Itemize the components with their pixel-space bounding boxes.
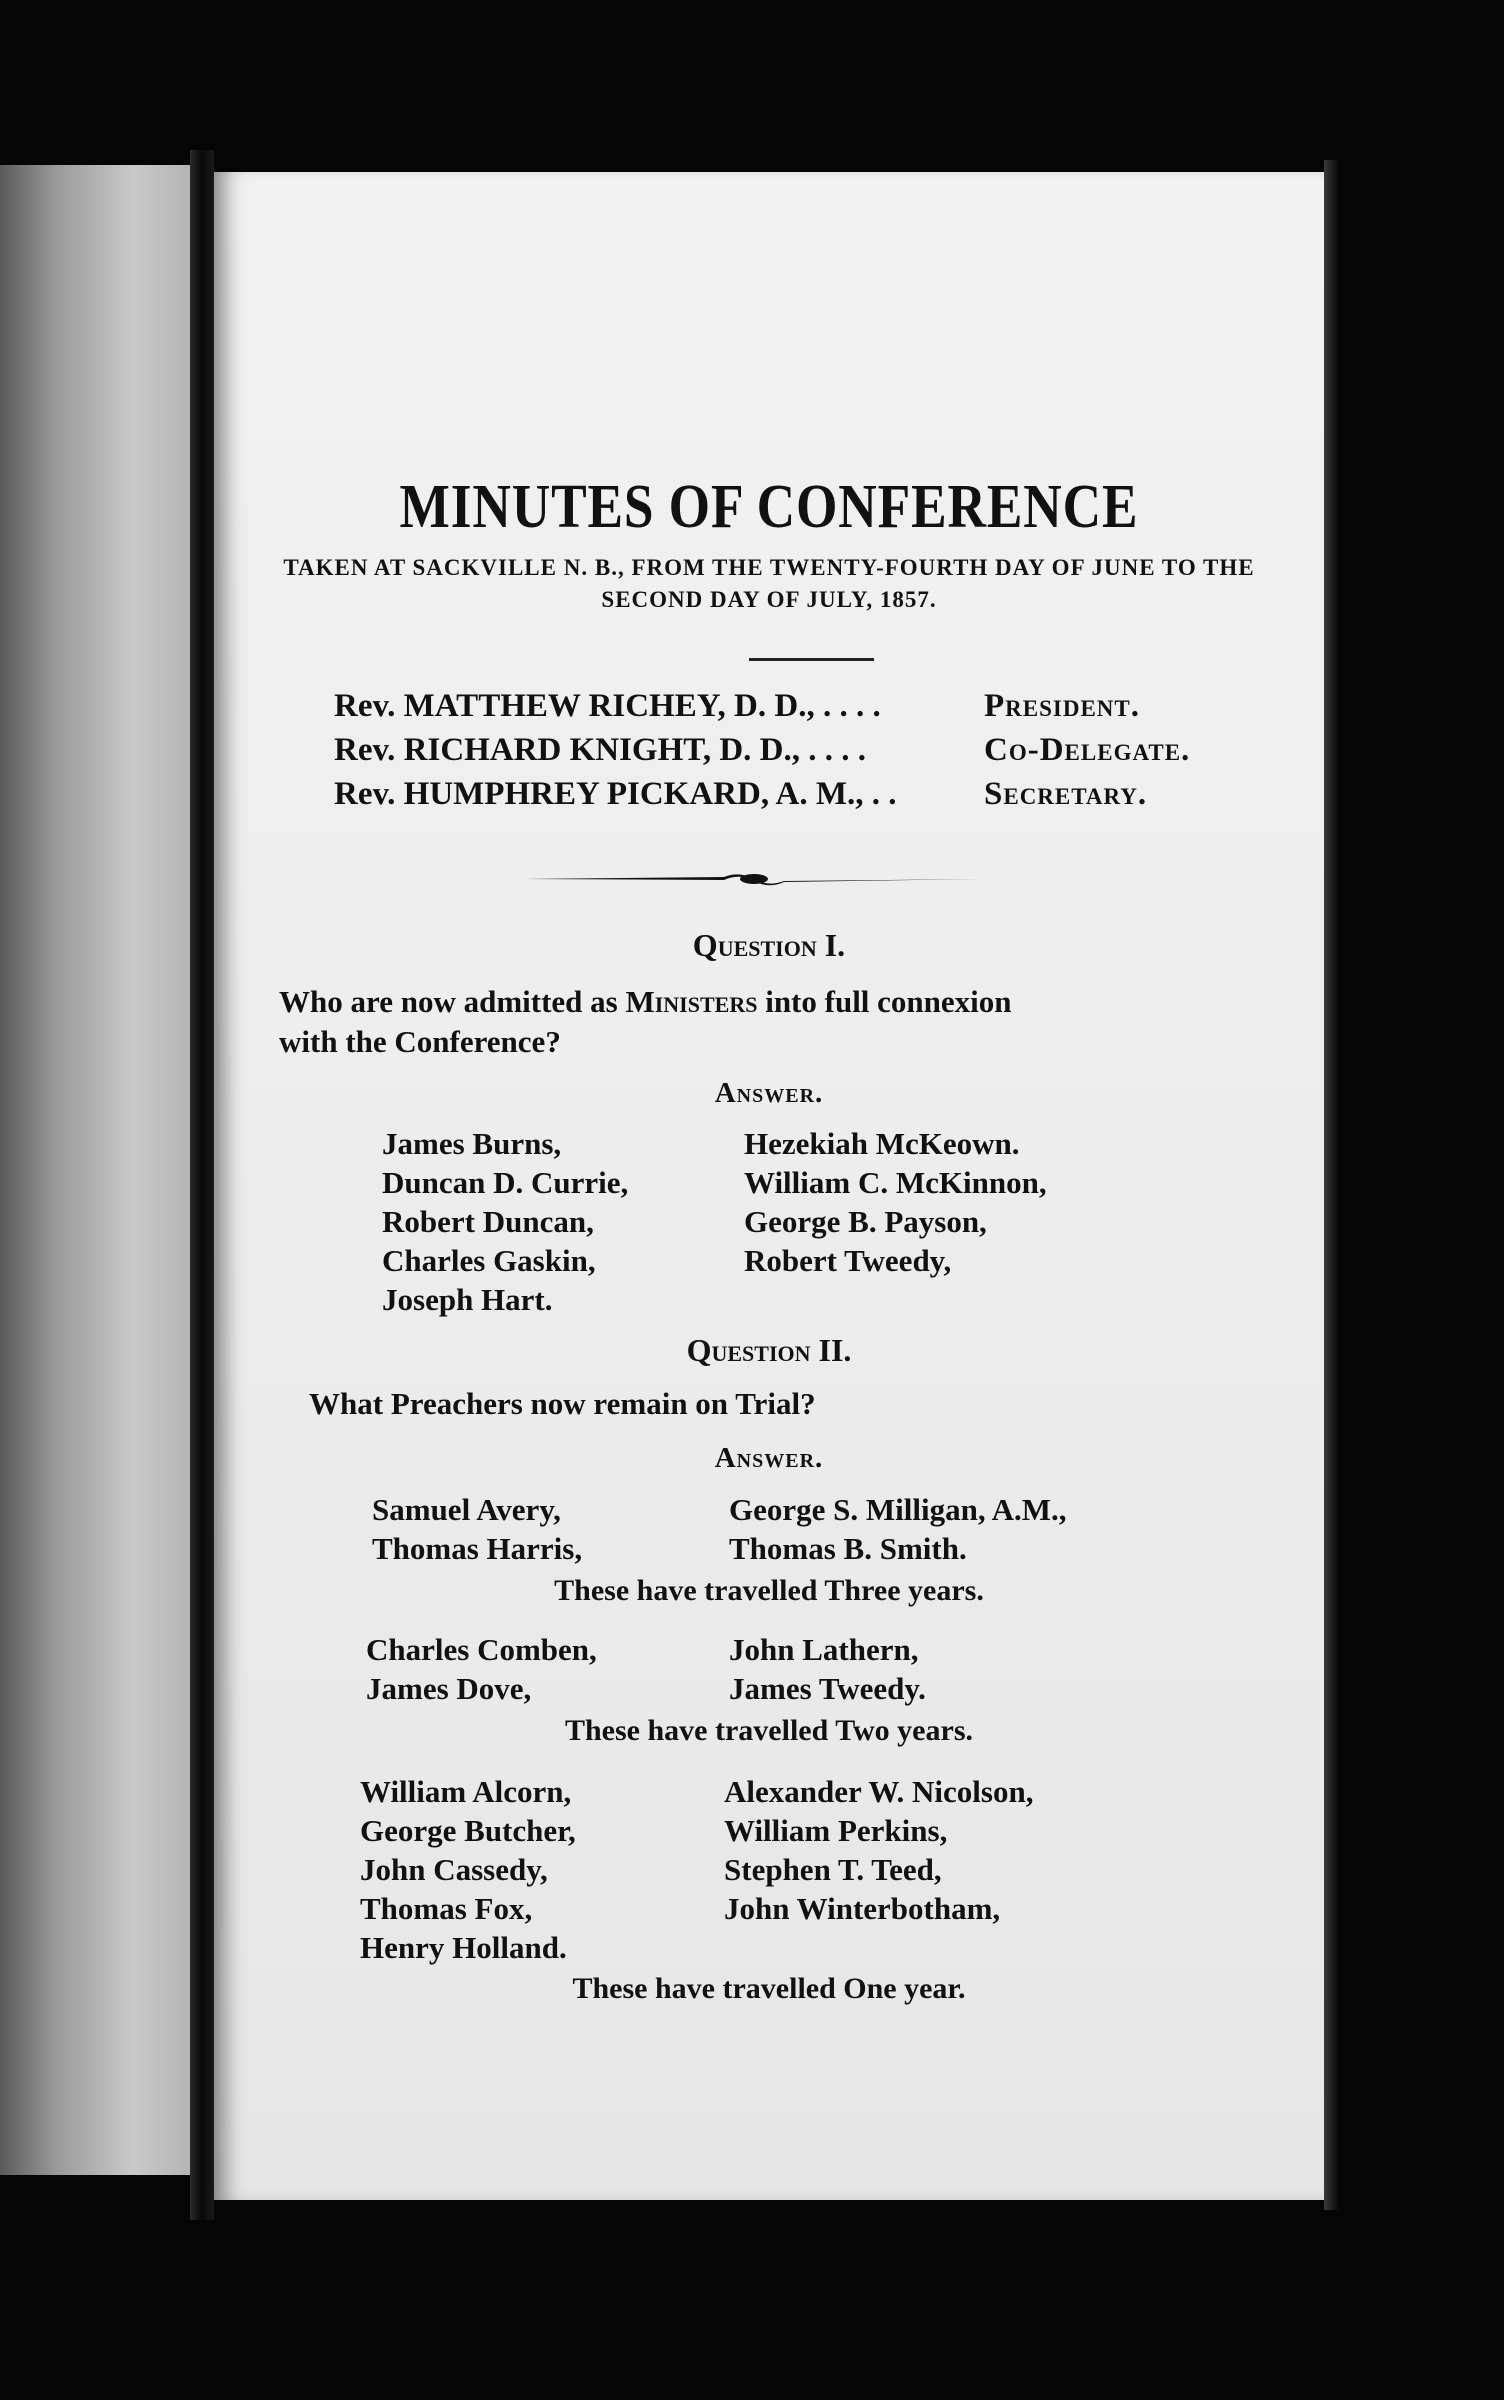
ornamental-rule bbox=[524, 867, 984, 891]
officer-name: Rev. HUMPHREY PICKARD, A. M., . . bbox=[334, 776, 897, 812]
preacher-name: George S. Milligan, A.M., bbox=[729, 1492, 1067, 1527]
officers-list bbox=[334, 684, 1191, 816]
minister-name: Duncan D. Currie, bbox=[382, 1165, 629, 1200]
page-right-edge bbox=[1324, 160, 1338, 2210]
officer-row bbox=[334, 684, 1141, 728]
preacher-name: James Tweedy. bbox=[729, 1671, 926, 1706]
preacher-name: James Dove, bbox=[366, 1671, 532, 1706]
name-column-right bbox=[729, 1490, 1067, 1568]
officer-name: Rev. MATTHEW RICHEY, D. D., . . . . bbox=[334, 688, 881, 724]
preacher-name: Charles Comben, bbox=[366, 1632, 597, 1667]
preacher-name: Thomas Fox, bbox=[360, 1891, 533, 1926]
preacher-name: John Lathern, bbox=[729, 1632, 919, 1667]
preacher-name: Samuel Avery, bbox=[372, 1492, 561, 1527]
question-1-text bbox=[279, 982, 1012, 1022]
minister-name: James Burns, bbox=[382, 1126, 562, 1161]
preacher-name: Alexander W. Nicolson, bbox=[724, 1774, 1034, 1809]
preacher-name: Thomas B. Smith. bbox=[729, 1531, 967, 1566]
preacher-name: Thomas Harris, bbox=[372, 1531, 583, 1566]
travel-note: These have travelled Two years. bbox=[564, 1714, 973, 1747]
preacher-name: Henry Holland. bbox=[360, 1930, 567, 1965]
minister-name: George B. Payson, bbox=[744, 1204, 987, 1239]
question-2-heading: Question II. bbox=[686, 1332, 852, 1368]
officer-row bbox=[334, 728, 1191, 772]
name-column-left bbox=[360, 1772, 576, 1967]
divider-rule bbox=[749, 658, 874, 661]
minister-name: Hezekiah McKeown. bbox=[744, 1126, 1020, 1161]
name-column-left bbox=[366, 1630, 597, 1708]
preacher-name: Stephen T. Teed, bbox=[724, 1852, 942, 1887]
officer-title: Co-Delegate. bbox=[984, 732, 1191, 768]
page-subtitle: TAKEN AT SACKVILLE N. B., FROM THE TWENTY-FOURTH DAY OF JUNE TO THE SECOND DAY OF JULY, 1857. bbox=[283, 555, 1255, 612]
question-1-text-part: into full connexion bbox=[757, 984, 1012, 1019]
preacher-name: John Winterbotham, bbox=[724, 1891, 1001, 1926]
officer-name: Rev. RICHARD KNIGHT, D. D., . . . . bbox=[334, 732, 866, 768]
book-gutter bbox=[190, 150, 214, 2220]
preacher-name: William Alcorn, bbox=[360, 1774, 572, 1809]
travel-note: These have travelled One year. bbox=[572, 1972, 966, 2005]
preacher-name: John Cassedy, bbox=[360, 1852, 548, 1887]
answer-label: Answer. bbox=[714, 1442, 824, 1474]
question-1-text-part: Who are now admitted as bbox=[279, 984, 626, 1019]
answer-label: Answer. bbox=[714, 1077, 824, 1109]
name-column-left bbox=[372, 1490, 582, 1568]
document-page bbox=[214, 172, 1324, 2200]
officer-title: Secretary. bbox=[984, 776, 1148, 812]
previous-page-edge bbox=[0, 165, 190, 2175]
name-column-left bbox=[382, 1124, 628, 1319]
name-column-right bbox=[724, 1772, 1033, 1928]
name-column-right bbox=[744, 1124, 1047, 1280]
question-1-text-line2: with the Conference? bbox=[279, 1024, 561, 1059]
minister-name: William C. McKinnon, bbox=[744, 1165, 1047, 1200]
question-1-text-ministers: Ministers bbox=[625, 984, 758, 1019]
minister-name: Charles Gaskin, bbox=[382, 1243, 596, 1278]
travel-note: These have travelled Three years. bbox=[554, 1574, 984, 1607]
question-2-text: What Preachers now remain on Trial? bbox=[309, 1386, 816, 1421]
preacher-name: George Butcher, bbox=[360, 1813, 576, 1848]
preacher-name: William Perkins, bbox=[724, 1813, 948, 1848]
name-column-right bbox=[729, 1630, 926, 1708]
page-title: MINUTES OF CONFERENCE bbox=[399, 473, 1139, 541]
officer-row bbox=[334, 772, 1148, 816]
minister-name: Robert Tweedy, bbox=[744, 1243, 952, 1278]
minister-name: Joseph Hart. bbox=[382, 1282, 553, 1317]
minister-name: Robert Duncan, bbox=[382, 1204, 594, 1239]
question-1-heading: Question I. bbox=[692, 927, 846, 963]
officer-title: President. bbox=[984, 688, 1141, 724]
